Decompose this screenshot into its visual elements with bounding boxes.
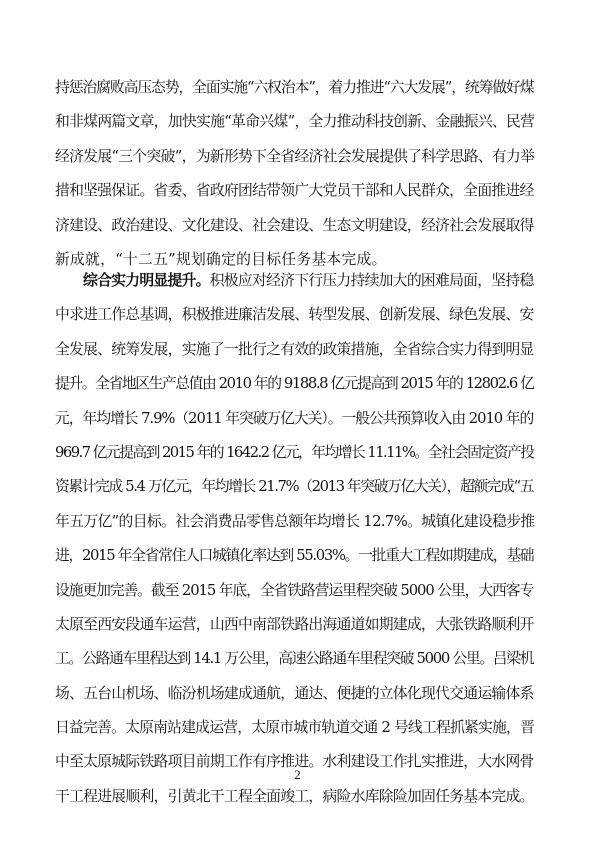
text-line: 提升。全省地区生产总值由 2010 年的 9188.8 亿元提高到 2015 年的 12802.6 亿	[55, 375, 534, 393]
text-line: 太原至西安段通车运营，山西中南部铁路出海通道如期建成，大张铁路顺利开	[55, 615, 534, 633]
text-line: 元，年均增长 7.9%（2011 年突破万亿大关）。一般公共预算收入由 2010 年的	[55, 409, 534, 427]
page-number: 2	[294, 767, 301, 782]
text-line: 经济发展“三个突破”，为新形势下全省经济社会发展提供了科学思路、有力举	[55, 147, 535, 165]
text-line-first	[55, 264, 535, 298]
text-line: 场、五台山机场、临汾机场建成通航，通达、便捷的立体化现代交通运输体系	[55, 684, 534, 702]
text-line: 进，2015 年全省常住人口城镇化率达到 55.03%。一批重大工程如期建成，基础	[55, 547, 534, 565]
paragraph-economic-strength	[55, 264, 535, 814]
text-line: 中至太原城际铁路项目前期工作有序推进。水利建设工作扎实推进，大水网骨	[55, 753, 534, 771]
text-segment: 积极应对经济下行压力持续加大的困难局面，坚持稳	[209, 272, 534, 289]
text-line: 设施更加完善。截至 2015 年底，全省铁路营运里程突破 5000 公里，大西客专	[55, 581, 534, 599]
text-line: 新成就，“十二五”规划确定的目标任务基本完成。	[55, 250, 387, 268]
paragraph-continued	[55, 71, 535, 277]
text-line: 中求进工作总基调，积极推进廉洁发展、转型发展、创新发展、绿色发展、安	[55, 306, 534, 324]
text-line: 干工程进展顺利，引黄北干工程全面竣工，病险水库除险加固任务基本完成。	[55, 787, 534, 805]
text-line: 和非煤两篇文章，加快实施“革命兴煤”，全力推动科技创新、金融振兴、民营	[55, 113, 535, 131]
text-line: 日益完善。太原南站建成运营，太原市城市轨道交通 2 号线工程抓紧实施，晋	[55, 719, 535, 737]
text-line: 措和坚强保证。省委、省政府团结带领广大党员干部和人民群众，全面推进经	[55, 182, 534, 200]
text-line: 资累计完成 5.4 万亿元，年均增长 21.7%（2013 年突破万亿大关），超额完成“五	[55, 478, 534, 496]
text-line: 年五万亿”的目标。社会消费品零售总额年均增长 12.7%。城镇化建设稳步推	[55, 512, 535, 530]
text-line: 969.7 亿元提高到 2015 年的 1642.2 亿元，年均增长 11.11%。全社会固定资产投	[55, 443, 534, 461]
text-line: 全发展、统筹发展，实施了一批行之有效的政策措施，全省综合实力得到明显	[55, 340, 534, 358]
text-line: 持惩治腐败高压态势，全面实施“六权治本”，着力推进“六大发展”，统筹做好煤	[55, 79, 534, 96]
text-line: 工。公路通车里程达到 14.1 万公里，高速公路通车里程突破 5000 公里。吕梁机	[55, 650, 534, 668]
paragraph-heading: 综合实力明显提升。	[83, 272, 210, 289]
text-line: 济建设、政治建设、文化建设、社会建设、生态文明建设，经济社会发展取得	[55, 216, 534, 234]
